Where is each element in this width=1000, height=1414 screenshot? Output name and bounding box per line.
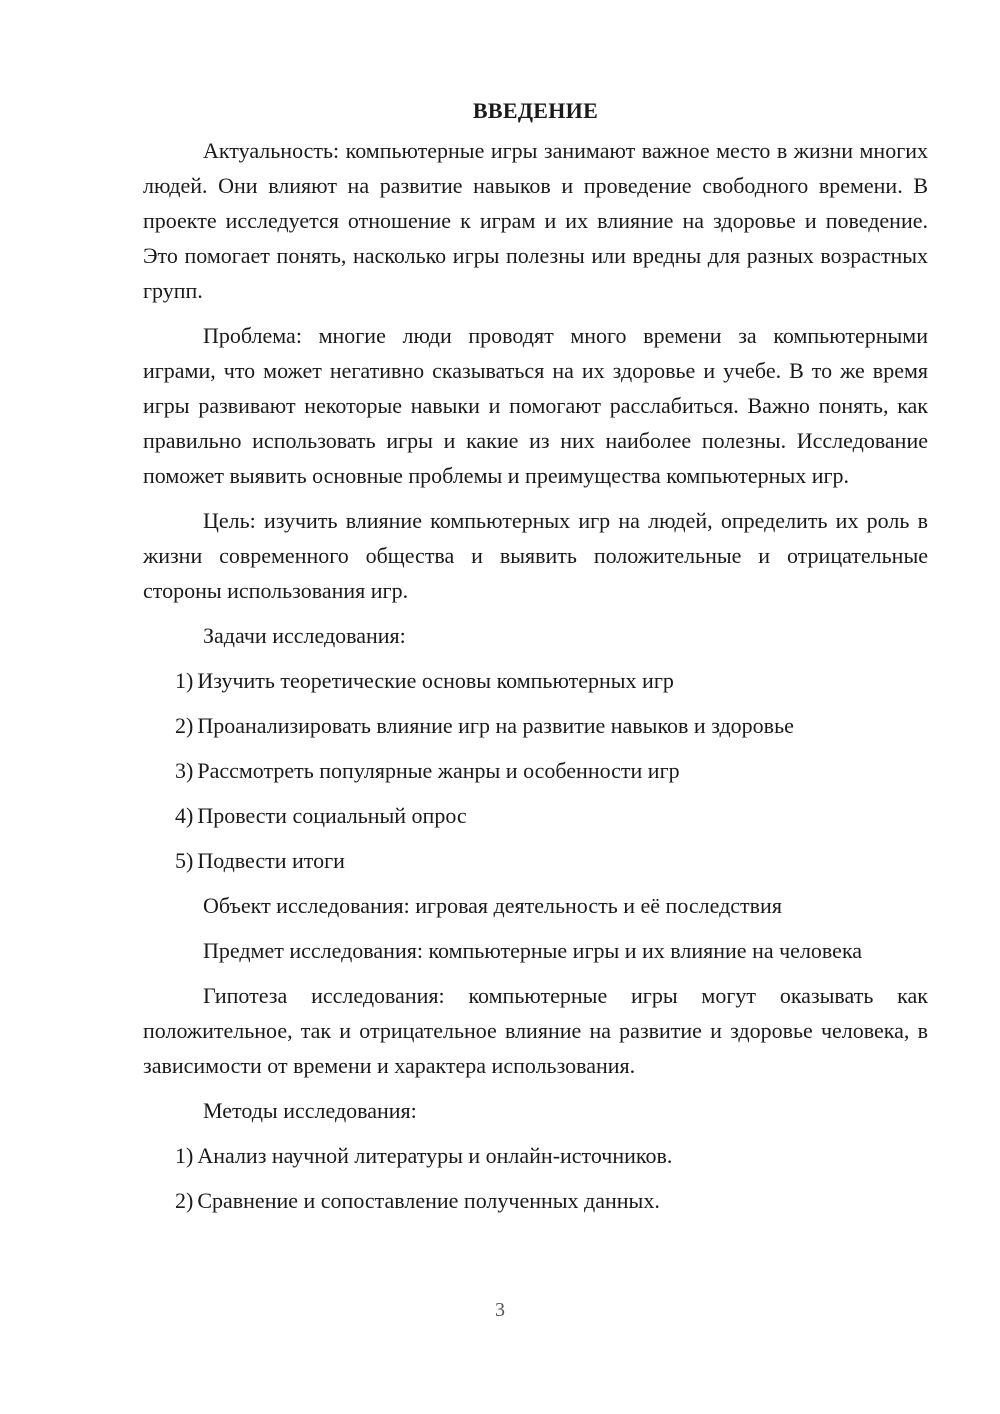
task-item [143, 753, 928, 788]
page-content [143, 93, 928, 1228]
tasks-list [143, 663, 928, 878]
method-number: 1) [175, 1143, 194, 1168]
method-number: 2) [175, 1188, 194, 1213]
task-number: 5) [175, 848, 194, 873]
task-item [143, 798, 928, 833]
task-text: Проанализировать влияние игр на развитие навыков и здоровье [197, 713, 794, 738]
task-text: Изучить теоретические основы компьютерных игр [197, 668, 674, 693]
methods-list [143, 1138, 928, 1218]
task-number: 2) [175, 713, 194, 738]
goal-paragraph: Цель: изучить влияние компьютерных игр на людей, определить их роль в жизни современного общества и выявить положительные и отрицательные стороны использования игр. [143, 508, 928, 603]
page-number: 3 [495, 1299, 505, 1321]
task-number: 3) [175, 758, 194, 783]
task-text: Подвести итоги [197, 848, 345, 873]
task-item [143, 843, 928, 878]
problem-paragraph: Проблема: многие люди проводят много времени за компьютерными играми, что может негативно сказываться на их здоровье и учебе. В то же время игры развивают некоторые навыки и помогают расслабиться. Важно понять, как правильно использовать игры и какие из них наиболее полезны. Исследование поможет выявить основные проблемы и преимущества компьютерных игр. [143, 323, 928, 488]
method-item [143, 1138, 928, 1173]
methods-heading: Методы исследования: [203, 1098, 417, 1123]
method-item [143, 1183, 928, 1218]
hypothesis-paragraph: Гипотеза исследования: компьютерные игры могут оказывать как положительное, так и отрицательное влияние на развитие и здоровье человека, в зависимости от времени и характера использования. [143, 983, 928, 1078]
relevance-paragraph: Актуальность: компьютерные игры занимают важное место в жизни многих людей. Они влияют на развитие навыков и проведение свободного времени. В проекте исследуется отношение к играм и их влияние на здоровье и поведение. Это помогает понять, насколько игры полезны или вредны для разных возрастных групп. [143, 138, 928, 303]
task-text: Провести социальный опрос [197, 803, 467, 828]
subject-paragraph: Предмет исследования: компьютерные игры и их влияние на человека [203, 938, 863, 963]
method-text: Сравнение и сопоставление полученных данных. [197, 1188, 660, 1213]
task-item [143, 708, 928, 743]
section-title: ВВЕДЕНИЕ [472, 98, 599, 123]
object-paragraph: Объект исследования: игровая деятельность и её последствия [203, 893, 782, 918]
tasks-heading: Задачи исследования: [203, 623, 406, 648]
task-text: Рассмотреть популярные жанры и особенности игр [197, 758, 680, 783]
method-text: Анализ научной литературы и онлайн-источников. [197, 1143, 673, 1168]
task-number: 1) [175, 668, 194, 693]
task-item [143, 663, 928, 698]
task-number: 4) [175, 803, 194, 828]
